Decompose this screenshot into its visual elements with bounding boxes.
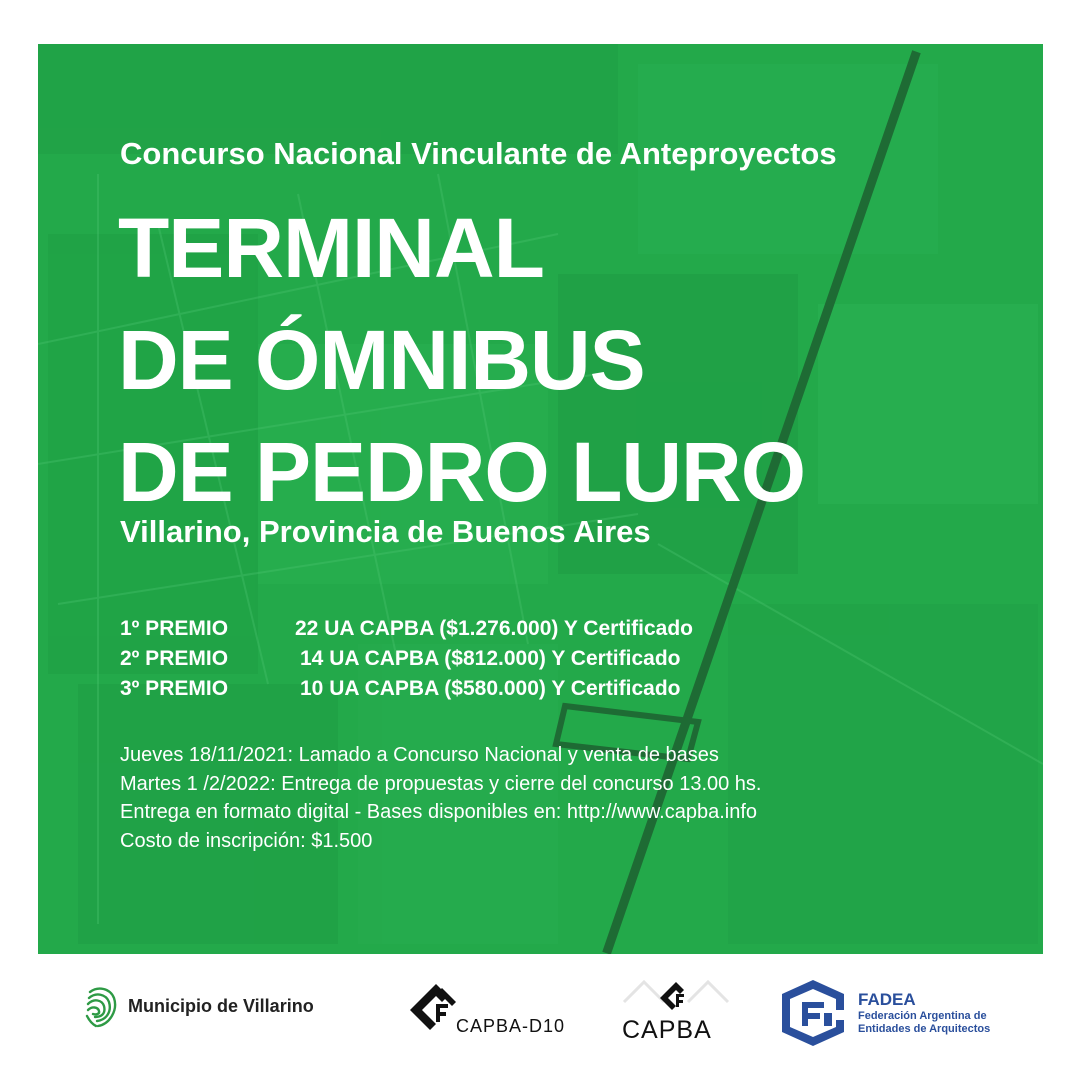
capba-logo-text: CAPBA <box>622 1016 712 1044</box>
logo-footer <box>0 954 1080 1080</box>
fadea-text <box>858 990 990 1036</box>
info-line: Jueves 18/11/2021: Lamado a Concurso Nacional y venta de bases <box>120 744 719 766</box>
fadea-title: FADEA <box>858 990 916 1009</box>
prize-list <box>120 614 693 704</box>
fadea-logo <box>782 980 990 1046</box>
villarino-logo-text: Municipio de Villarino <box>128 995 314 1016</box>
title-line: DE PEDRO LURO <box>118 425 806 519</box>
capba-mark-icon <box>620 978 732 1018</box>
prize-rank: 2º PREMIO <box>120 647 229 670</box>
prize-row <box>120 674 693 704</box>
prize-description: 22 UA CAPBA ($1.276.000) Y Certificado <box>295 617 693 640</box>
fadea-square-icon <box>782 980 844 1046</box>
fadea-subtitle-line: Entidades de Arquitectos <box>858 1023 991 1035</box>
info-block <box>120 741 761 855</box>
location-text: Villarino, Provincia de Buenos Aires <box>120 514 651 549</box>
prize-rank: 3º PREMIO <box>120 677 229 700</box>
title-line: TERMINAL <box>118 201 544 295</box>
prize-rank: 1º PREMIO <box>120 617 229 640</box>
info-line: Martes 1 /2/2022: Entrega de propuestas y cierre del concurso 13.00 hs. <box>120 772 762 795</box>
prize-description: 10 UA CAPBA ($580.000) Y Certificado <box>300 677 681 700</box>
poster <box>38 44 1043 954</box>
prize-row <box>120 614 693 644</box>
fadea-subtitle-line: Federación Argentina de <box>858 1010 987 1022</box>
capba-logo <box>620 978 732 1048</box>
contest-title <box>118 192 1018 528</box>
prize-description: 14 UA CAPBA ($812.000) Y Certificado <box>300 647 681 670</box>
villarino-logo <box>84 984 314 1028</box>
poster-content <box>38 44 1043 954</box>
capba-d10-logo-text: CAPBA-D10 <box>456 1016 566 1036</box>
title-line: DE ÓMNIBUS <box>118 313 645 407</box>
info-line: Costo de inscripción: $1.500 <box>120 829 373 852</box>
contest-subtitle: Concurso Nacional Vinculante de Anteproyectos <box>120 136 837 171</box>
fingerprint-leaf-icon <box>84 984 118 1028</box>
capba-d10-logo <box>408 982 578 1042</box>
prize-row <box>120 644 693 674</box>
info-line: Entrega en formato digital - Bases disponibles en: http://www.capba.info <box>120 801 758 823</box>
